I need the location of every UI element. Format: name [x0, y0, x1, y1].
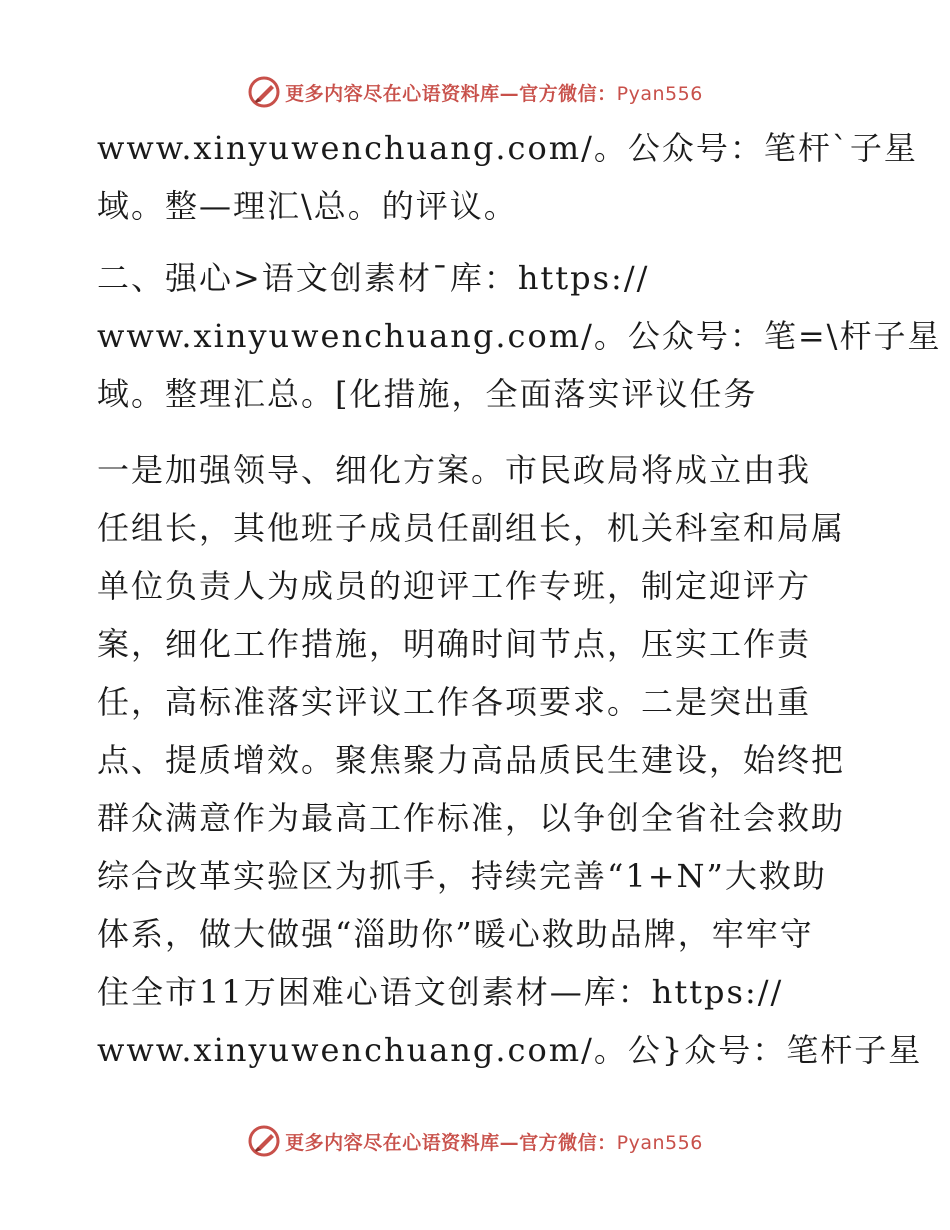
- text-line: 任，高标准落实评议工作各项要求。二是突出重: [97, 683, 812, 721]
- text-line: 点、提质增效。聚焦聚力高品质民生建设，始终把: [97, 741, 846, 779]
- text-line: www.xinyuwenchuang.com/。公}众号：笔杆子星: [97, 1031, 923, 1069]
- text-line: 二、强心>语文创素材¯库：https://: [97, 259, 650, 297]
- text-line: 群众满意作为最高工作标准，以争创全省社会救助: [97, 799, 846, 837]
- header-watermark-banner: [0, 72, 950, 112]
- banner-account: Pyan556: [616, 82, 703, 105]
- text-line: 一是加强领导、细化方案。市民政局将成立由我: [97, 451, 812, 489]
- banner-text: 更多内容尽在心语资料库—官方微信：Pyan556: [285, 82, 703, 105]
- banner-text: 更多内容尽在心语资料库—官方微信：Pyan556: [285, 1131, 703, 1154]
- text-line: www.xinyuwenchuang.com/。公众号：笔杆`子星: [97, 129, 918, 167]
- text-line: 案，细化工作措施，明确时间节点，压实工作责: [97, 625, 812, 663]
- text-line: 域。整理汇总。[化措施，全面落实评议任务: [97, 375, 758, 413]
- text-line: 综合改革实验区为抓手，持续完善“1+N”大救助: [97, 857, 827, 895]
- banner-account: Pyan556: [616, 1131, 703, 1154]
- text-line: 任组长，其他班子成员任副组长，机关科室和局属: [97, 509, 846, 547]
- pen-logo-icon: [247, 75, 281, 109]
- text-line: 单位负责人为成员的迎评工作专班，制定迎评方: [97, 567, 812, 605]
- text-line: 体系，做大做强“淄助你”暖心救助品牌，牢牢守: [97, 915, 814, 953]
- pen-logo-icon: [247, 1124, 281, 1158]
- text-line: 域。整—理汇\总。的评议。: [97, 187, 518, 225]
- footer-watermark-banner: [0, 1121, 950, 1161]
- text-line: 住全市11万困难心语文创素材—库：https://: [97, 973, 784, 1011]
- text-line: www.xinyuwenchuang.com/。公众号：笔=\杆子星: [97, 317, 942, 355]
